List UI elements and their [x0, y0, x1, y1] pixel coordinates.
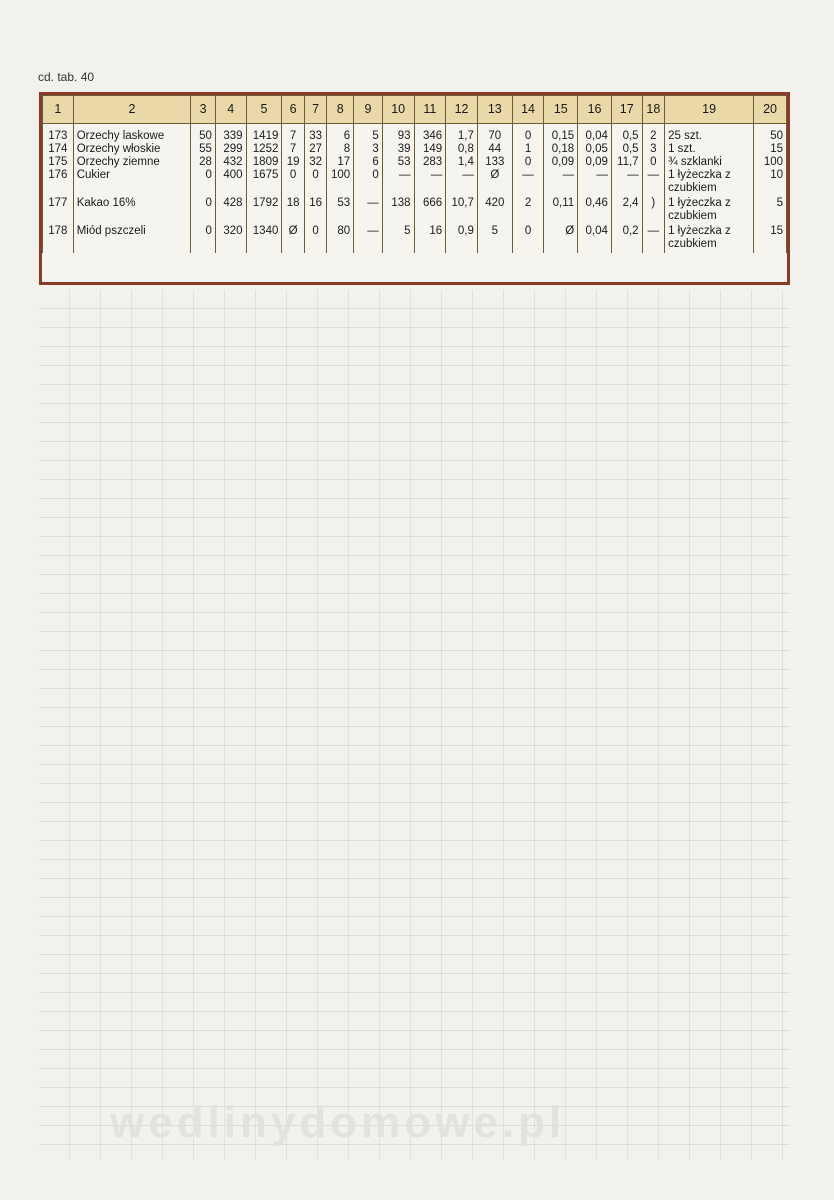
table-cell: 346: [414, 130, 446, 143]
table-cell: 55: [191, 143, 216, 156]
table-cell: 1: [512, 143, 544, 156]
col-header: 11: [414, 96, 446, 124]
table-cell: 299: [215, 143, 246, 156]
table-cell: 15: [754, 225, 787, 253]
table-cell: 1809: [246, 156, 282, 169]
table-cell: 8: [327, 143, 354, 156]
table-cell: 1340: [246, 225, 282, 253]
table-cell: 0: [512, 225, 544, 253]
table-cell: 0: [642, 156, 665, 169]
col-header: 10: [382, 96, 414, 124]
table-cell: 2: [642, 130, 665, 143]
table-cell: 0: [354, 169, 383, 197]
table-cell: 32: [304, 156, 327, 169]
table-cell: 100: [327, 169, 354, 197]
table-cell: 25 szt.: [665, 130, 754, 143]
table-cell: 1 łyżeczka z czubkiem: [665, 169, 754, 197]
table-cell: —: [642, 225, 665, 253]
col-header: 12: [446, 96, 478, 124]
table-cell: 0: [512, 130, 544, 143]
table-cell: 39: [382, 143, 414, 156]
col-header: 13: [477, 96, 512, 124]
table-cell: 2: [512, 197, 544, 225]
table-cell: 6: [327, 130, 354, 143]
table-cell: 420: [477, 197, 512, 225]
col-header: 17: [611, 96, 642, 124]
table-cell: 339: [215, 130, 246, 143]
table-cell: 50: [191, 130, 216, 143]
table-row: [43, 130, 787, 143]
table-cell: 1 łyżeczka z czubkiem: [665, 225, 754, 253]
table-cell: 0,11: [544, 197, 578, 225]
table-cell: —: [642, 169, 665, 197]
table-cell: Ø: [544, 225, 578, 253]
table-cell: 10,7: [446, 197, 478, 225]
table-cell: 7: [282, 143, 305, 156]
table-cell: 5: [477, 225, 512, 253]
table-cell: 0,18: [544, 143, 578, 156]
table-cell: —: [512, 169, 544, 197]
col-header: 14: [512, 96, 544, 124]
row-number-cell: 173: [43, 130, 74, 143]
table-cell: —: [544, 169, 578, 197]
table-cell: 133: [477, 156, 512, 169]
nutrition-table: [42, 95, 787, 253]
faded-background-table: [39, 290, 790, 1160]
table-cell: 18: [282, 197, 305, 225]
table-cell: 320: [215, 225, 246, 253]
table-cell: 0: [191, 225, 216, 253]
table-cell: 1 szt.: [665, 143, 754, 156]
table-cell: 0: [304, 169, 327, 197]
table-cell: 149: [414, 143, 446, 156]
header-row: [43, 96, 787, 124]
col-header: 5: [246, 96, 282, 124]
table-cell: 666: [414, 197, 446, 225]
col-header: 8: [327, 96, 354, 124]
table-cell: 0,5: [611, 130, 642, 143]
table-cell: 0,09: [544, 156, 578, 169]
product-name-cell: Orzechy laskowe: [73, 130, 191, 143]
table-cell: 428: [215, 197, 246, 225]
table-cell: 1 łyżeczka z czubkiem: [665, 197, 754, 225]
col-header: 3: [191, 96, 216, 124]
product-name-cell: Kakao 16%: [73, 197, 191, 225]
col-header: 1: [43, 96, 74, 124]
table-cell: 27: [304, 143, 327, 156]
table-cell: 0,8: [446, 143, 478, 156]
table-cell: 1,7: [446, 130, 478, 143]
col-header: 9: [354, 96, 383, 124]
col-header: 16: [578, 96, 612, 124]
table-cell: 0: [191, 169, 216, 197]
col-header: 20: [754, 96, 787, 124]
table-row: [43, 143, 787, 156]
table-cell: 53: [382, 156, 414, 169]
table-cell: 0,04: [578, 130, 612, 143]
table-cell: 0,9: [446, 225, 478, 253]
table-cell: Ø: [282, 225, 305, 253]
table-cell: 0: [304, 225, 327, 253]
table-cell: 1675: [246, 169, 282, 197]
table-cell: 44: [477, 143, 512, 156]
col-header: 18: [642, 96, 665, 124]
table-cell: 70: [477, 130, 512, 143]
table-cell: 50: [754, 130, 787, 143]
table-cell: 0,05: [578, 143, 612, 156]
table-continuation-caption: cd. tab. 40: [38, 70, 95, 84]
table-cell: —: [382, 169, 414, 197]
col-header: 7: [304, 96, 327, 124]
table-cell: 11,7: [611, 156, 642, 169]
table-row: [43, 156, 787, 169]
table-cell: 15: [754, 143, 787, 156]
table-row: [43, 197, 787, 225]
row-number-cell: 177: [43, 197, 74, 225]
table-cell: —: [414, 169, 446, 197]
table-cell: 5: [754, 197, 787, 225]
table-cell: 5: [382, 225, 414, 253]
table-cell: 283: [414, 156, 446, 169]
table-cell: —: [611, 169, 642, 197]
table-cell: 0: [282, 169, 305, 197]
table-cell: 93: [382, 130, 414, 143]
table-cell: 0: [512, 156, 544, 169]
table-cell: 3: [642, 143, 665, 156]
nutrition-table-frame: [39, 92, 790, 285]
table-cell: 0,15: [544, 130, 578, 143]
table-cell: ): [642, 197, 665, 225]
table-cell: —: [446, 169, 478, 197]
table-cell: —: [354, 197, 383, 225]
table-row: [43, 225, 787, 253]
table-cell: Ø: [477, 169, 512, 197]
table-cell: 138: [382, 197, 414, 225]
table-cell: 0,09: [578, 156, 612, 169]
table-cell: 1252: [246, 143, 282, 156]
col-header: 15: [544, 96, 578, 124]
table-cell: 16: [414, 225, 446, 253]
table-cell: —: [354, 225, 383, 253]
watermark-text: wedlinydomowe.pl: [110, 1098, 566, 1147]
table-cell: 0,5: [611, 143, 642, 156]
table-cell: 0,04: [578, 225, 612, 253]
row-number-cell: 175: [43, 156, 74, 169]
table-cell: 33: [304, 130, 327, 143]
product-name-cell: Miód pszczeli: [73, 225, 191, 253]
table-body: [43, 124, 787, 254]
table-cell: 53: [327, 197, 354, 225]
table-row: [43, 169, 787, 197]
table-cell: 0: [191, 197, 216, 225]
product-name-cell: Orzechy ziemne: [73, 156, 191, 169]
table-cell: 16: [304, 197, 327, 225]
row-number-cell: 176: [43, 169, 74, 197]
table-cell: ¾ szklanki: [665, 156, 754, 169]
col-header: 4: [215, 96, 246, 124]
table-cell: 80: [327, 225, 354, 253]
table-cell: 5: [354, 130, 383, 143]
col-header: 19: [665, 96, 754, 124]
table-cell: 400: [215, 169, 246, 197]
table-cell: 0,46: [578, 197, 612, 225]
table-cell: 10: [754, 169, 787, 197]
table-cell: 7: [282, 130, 305, 143]
table-cell: 1419: [246, 130, 282, 143]
table-cell: 19: [282, 156, 305, 169]
table-cell: 432: [215, 156, 246, 169]
product-name-cell: Cukier: [73, 169, 191, 197]
table-cell: 17: [327, 156, 354, 169]
row-number-cell: 174: [43, 143, 74, 156]
table-cell: 6: [354, 156, 383, 169]
table-cell: 1,4: [446, 156, 478, 169]
table-cell: 2,4: [611, 197, 642, 225]
table-cell: 1792: [246, 197, 282, 225]
col-header: 2: [73, 96, 191, 124]
table-cell: 0,2: [611, 225, 642, 253]
product-name-cell: Orzechy włoskie: [73, 143, 191, 156]
table-cell: 100: [754, 156, 787, 169]
row-number-cell: 178: [43, 225, 74, 253]
table-cell: —: [578, 169, 612, 197]
col-header: 6: [282, 96, 305, 124]
table-cell: 28: [191, 156, 216, 169]
table-cell: 3: [354, 143, 383, 156]
